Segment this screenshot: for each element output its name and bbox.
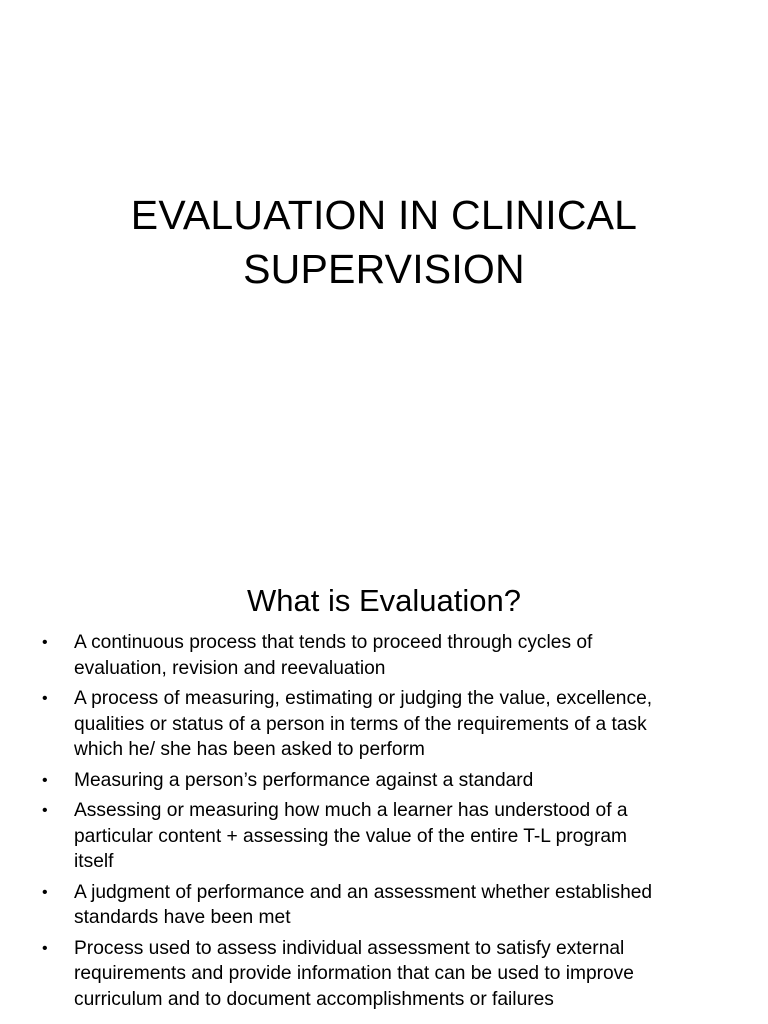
bullet-text-line: qualities or status of a person in terms of the requirements of a task [74, 713, 647, 735]
bullet-text-line: itself [74, 851, 114, 872]
bullet-text-line: A continuous process that tends to proceed through cycles of [74, 632, 593, 653]
bullet-text-line: particular content + assessing the value of the entire T-L program [74, 825, 628, 847]
bullet-text-line: A process of measuring, estimating or judging the value, excellence, [74, 688, 653, 709]
bullet-text-line: Measuring a person’s performance against a standard [74, 769, 534, 791]
bullet-icon: • [42, 802, 48, 819]
bullet-item [38, 798, 738, 875]
bullet-icon: • [42, 883, 48, 901]
bullet-icon: • [42, 690, 48, 707]
bullet-item [38, 686, 738, 763]
slide-title-line-2: SUPERVISION [243, 246, 525, 292]
bullet-text-line: requirements and provide information that can be used to improve [74, 963, 634, 984]
bullet-text-line: Process used to assess individual assessment to satisfy external [74, 937, 625, 959]
bullet-text-line: curriculum and to document accomplishments or failures [74, 988, 554, 1010]
bullet-text-line: evaluation, revision and reevaluation [74, 657, 386, 679]
bullet-item [38, 880, 738, 931]
content-slide [0, 512, 768, 1024]
slide-title [0, 188, 768, 296]
bullet-icon: • [42, 634, 48, 651]
slide-heading: What is Evaluation? [247, 583, 521, 618]
bullet-text-line: which he/ she has been asked to perform [74, 739, 425, 760]
bullet-icon: • [42, 939, 48, 957]
slide-title-line-1: EVALUATION IN CLINICAL [130, 192, 638, 238]
bullet-icon: • [42, 771, 48, 789]
bullet-text-line: standards have been met [74, 907, 291, 928]
bullet-text-line: Assessing or measuring how much a learner has understood of a [74, 800, 628, 821]
bullet-item [38, 630, 738, 681]
bullet-list [38, 630, 738, 1017]
bullet-item [38, 936, 738, 1013]
bullet-text-line: A judgment of performance and an assessment whether established [74, 881, 653, 903]
bullet-item [38, 768, 738, 794]
